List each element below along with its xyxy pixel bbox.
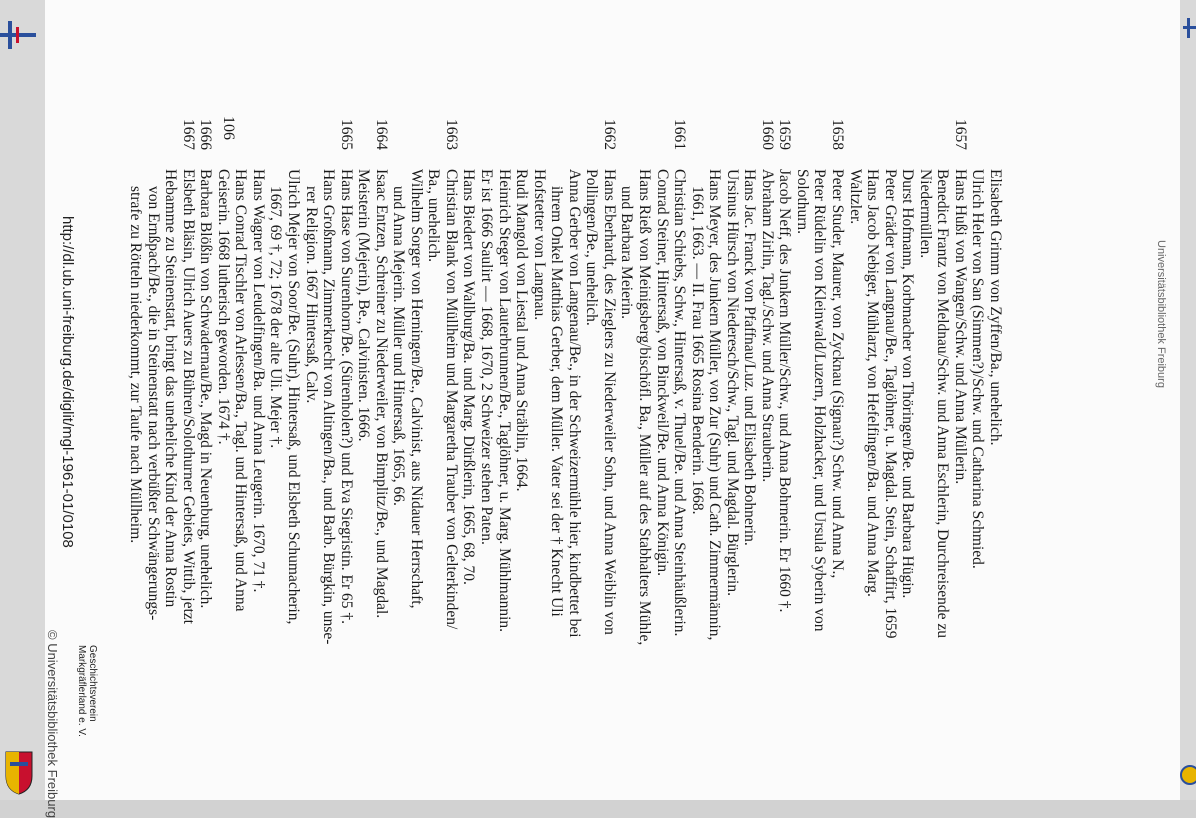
entry-text: von Ernßpach/Be., die in Steinenstatt nach verbüßter Schwängerungs-: [144, 186, 162, 621]
credit-text: [76, 645, 98, 805]
entry-year: 1657: [951, 119, 969, 150]
register-entry: [301, 0, 321, 800]
register-entry: [967, 0, 987, 800]
entry-text: Conrad Steiner, Hintersaß, von Binckweil/Be. und Anna Königin.: [653, 169, 671, 577]
entry-year: 1667: [179, 119, 197, 150]
entry-text: Peter Studer, Maurer, von Zycknau (Signau?) Schw. und Anna N.,: [829, 169, 847, 579]
header-fragment: Universitätsbibliothek Freiburg: [1155, 240, 1167, 388]
entry-text: Ulrich Mejer von Soor/Be. (Suhr), Hintersaß, und Elsbeth Schumacherin,: [285, 169, 302, 625]
entry-year: 1660: [758, 119, 776, 150]
register-entry: [950, 0, 970, 800]
register-entry: [248, 0, 268, 800]
register-entry: [862, 0, 882, 800]
register-entry: [581, 0, 601, 800]
footer-url-link[interactable]: http://dl.ub.uni-freiburg.de/diglit/mgl-1961-01/0108: [59, 216, 76, 548]
register-entry: [318, 0, 338, 800]
register-entry: [810, 0, 830, 800]
register-entry: [704, 0, 724, 800]
credit-line-1: Geschichtsverein: [87, 645, 98, 722]
entry-text: strafe zu Rötteln niederkommt, zur Taufe nach Müllheim.: [127, 186, 145, 544]
entry-year: 1659: [776, 119, 794, 150]
register-entry: [827, 0, 847, 800]
register-entry: [792, 0, 812, 800]
entry-text: Barbara Blößin von Schwadernau/Be., Magd in Neuenburg, unehelich.: [197, 169, 215, 609]
entry-year: 1666: [197, 119, 215, 150]
register-entry: [599, 0, 619, 800]
entry-text: Hans Conrad Tischler von Arlessen/Ba., Tagl. und Hintersaß, und Anna: [232, 169, 250, 612]
entry-text: 1661, 1663. — II. Frau 1665 Rosina Benderin. 1668.: [688, 186, 706, 515]
entries-list: [45, 0, 1180, 800]
entry-text: 1667, 69 †, 72; 1678 der alte Uli. Mejer †.: [267, 186, 285, 449]
register-entry: [985, 0, 1005, 800]
entry-year: 1664: [372, 119, 390, 150]
register-entry: [687, 0, 707, 800]
register-entry: [459, 0, 479, 800]
entry-text: Hans Jac. Franck von Pfaffnau/Luz. und Elisabeth Bohnerin.: [741, 169, 759, 546]
entry-text: Hans Eberhardt, des Zieglers zu Niederweiler Sohn, und Anna Weiblin von: [600, 169, 618, 635]
register-entry: [441, 0, 461, 800]
entry-text: Anna Gerber von Langenau/Be., in der Schweizermühle hier, kindbettet bei: [565, 169, 583, 638]
entry-text: Hans Hußi von Wangen/Schw. und Anna Müllerin.: [951, 169, 969, 485]
register-entry: [529, 0, 549, 800]
entry-text: Hofstetter von Langnau.: [530, 169, 548, 321]
entry-text: Meisterin (Mejerin), Be., Calvinisten. 1666.: [355, 169, 373, 442]
rotated-page-content: [45, 0, 1180, 818]
register-entry: [494, 0, 514, 800]
register-entry: [143, 0, 163, 800]
left-sidebar: [0, 0, 45, 800]
ub-logo-icon[interactable]: [0, 15, 45, 55]
credit-line-2: Markgräflerland e. V.: [76, 645, 87, 737]
register-entry: [195, 0, 215, 800]
entry-text: und Barbara Meierin.: [618, 186, 636, 319]
footer-copyright: © Universitätsbibliothek Freiburg: [45, 630, 60, 818]
entry-text: rer Religion. 1667 Hintersaß, Calv.: [302, 186, 320, 404]
entry-text: Hans Großmann, Zimmerknecht von Altingen/Ba., und Barb. Bürgkin, unse-: [320, 169, 338, 645]
register-entry: [669, 0, 689, 800]
entry-text: Christian Schiebs, Schw., Hintersaß, v. Thuel/Be. und Anna Steinhäußlerin.: [671, 169, 689, 637]
entry-text: Hans Hase von Surenhorn/Be. (Sürenholen?) und Eva Siegristin. Er 65 †.: [337, 169, 355, 625]
entry-text: Ursinus Hürsch von Niederesch/Schw., Tagl. und Magdal. Bürglerin.: [723, 169, 741, 596]
register-entry: [774, 0, 794, 800]
register-entry: [406, 0, 426, 800]
register-entry: [371, 0, 391, 800]
entry-text: Wilhelm Sorger von Herningen/Be., Calvinist, aus Nidauer Herrschaft,: [407, 169, 425, 609]
register-entry: [125, 0, 145, 800]
register-entry: [283, 0, 303, 800]
entry-text: Pollingen/Be., unehelich.: [583, 169, 601, 326]
register-entry: [739, 0, 759, 800]
scanned-page: [45, 0, 1180, 818]
entry-text: Elisabeth Grimm von Zyffen/Ba., unehelich.: [987, 169, 1004, 446]
entry-text: Waltzler.: [846, 169, 864, 225]
entry-text: Ba., unehelich.: [425, 169, 443, 262]
entry-text: Hans Biedert von Wallburg/Ba. und Marg. Dürßlerin, 1665, 68, 70.: [460, 169, 478, 585]
entry-text: Abraham Zirlin, Tagl./Schw. und Anna Strauberin.: [758, 169, 776, 483]
entry-text: Elsbeth Bläsin, Ulrich Auers zu Bühren/Solothurner Gebiets, Wittib, jetzt: [179, 169, 197, 624]
register-entry: [880, 0, 900, 800]
entry-year: 1661: [671, 119, 689, 150]
geschichtsverein-crest-icon[interactable]: [0, 748, 45, 800]
entry-text: Hebamme zu Steinenstatt, bringt das uneheliche Kind der Anna Rostin: [162, 169, 180, 608]
register-entry: [160, 0, 180, 800]
entry-year: 1663: [442, 119, 460, 150]
entry-text: Durst Hofmann, Korbmacher von Thöringen/Be. und Barbara Hügin.: [899, 169, 917, 599]
register-entry: [757, 0, 777, 800]
entry-text: Peter Gräder von Langnau/Be., Taglöhner, u. Magdal. Stein, Schaffirt, 1659: [881, 169, 899, 639]
entry-text: Heinrich Steger von Lauterbrunnen/Be., Taglöhner, u. Marg. Mühlmannin.: [495, 169, 513, 633]
entry-text: Isaac Entzen, Schreiner zu Niederweiler, von Bimplitz/Be., und Magdal.: [372, 169, 390, 619]
register-entry: [652, 0, 672, 800]
register-entry: [511, 0, 531, 800]
register-entry: [845, 0, 865, 800]
entry-text: ihrem Onkel Matthias Gerber, dem Müller. Vater sei der † Knecht Uli: [548, 186, 566, 617]
entry-text: Solothurn.: [793, 169, 811, 235]
register-entry: [722, 0, 742, 800]
entry-text: Hans Jacob Nebiger, Mühlarzt, von Hefelfingen/Ba. und Anna Marg.: [864, 169, 882, 597]
entry-text: Hans Meyer, des Junkern Müller, von Zur (Suhr) und Cath. Zimmermännin,: [706, 169, 724, 641]
right-edge-logo-icon: [1183, 16, 1196, 40]
entry-text: Jacob Neff, des Junkern Müller/Schw., und Anna Bohrnerin. Er 1660 †.: [776, 169, 794, 613]
register-entry: [915, 0, 935, 800]
entry-text: Hans Wagner von Leudelfingen/Ba. und Anna Leugerin. 1670, 71 †.: [249, 169, 267, 593]
register-entry: [634, 0, 654, 800]
register-entry: [265, 0, 285, 800]
entry-text: und Anna Mejerin. Müller und Hintersaß, 1665, 66.: [390, 186, 408, 506]
register-entry: [178, 0, 198, 800]
entry-text: Ulrich Heler von San (Simmen?)/Schw. und Catharina Schmied.: [969, 169, 987, 569]
entry-year: 1658: [829, 119, 847, 150]
register-entry: [616, 0, 636, 800]
register-entry: [336, 0, 356, 800]
entry-text: Benedict Frantz von Meldnau/Schw. und Anna Eschlerin, Durchreisende zu: [934, 169, 952, 639]
entry-text: Christian Blank von Müllheim und Margaretha Trauber von Gelterkinden/: [442, 169, 460, 630]
entry-text: Hans Rieß von Meinigsberg/bischöfl. Ba., Müller auf des Stabhalters Mühle,: [636, 169, 653, 646]
register-entry: [353, 0, 373, 800]
register-entry: [564, 0, 584, 800]
entry-text: Niedermüllen.: [916, 169, 934, 259]
register-entry: [388, 0, 408, 800]
entry-year: 1665: [337, 119, 355, 150]
register-entry: [476, 0, 496, 800]
right-edge-crest-icon: [1180, 755, 1196, 795]
register-entry: [932, 0, 952, 800]
page-number: 106: [220, 116, 237, 140]
entry-text: Geiserin. 1668 lutherisch geworden. 1674 †.: [214, 169, 232, 445]
register-entry: [546, 0, 566, 800]
entry-year: 1662: [600, 119, 618, 150]
right-sidebar: [1180, 0, 1196, 800]
register-entry: [897, 0, 917, 800]
entry-text: Er ist 1666 Saulirt — 1668, 1670, 2 Schweizer stehen Paten.: [478, 169, 496, 545]
entry-text: Rudi Mangold von Liestal und Anna Sträblin, 1664.: [513, 169, 531, 492]
entry-text: Peter Rüdelin von Kleinwald/Luzern, Holzhacker, und Ursula Syberin von: [811, 169, 829, 632]
register-entry: [423, 0, 443, 800]
